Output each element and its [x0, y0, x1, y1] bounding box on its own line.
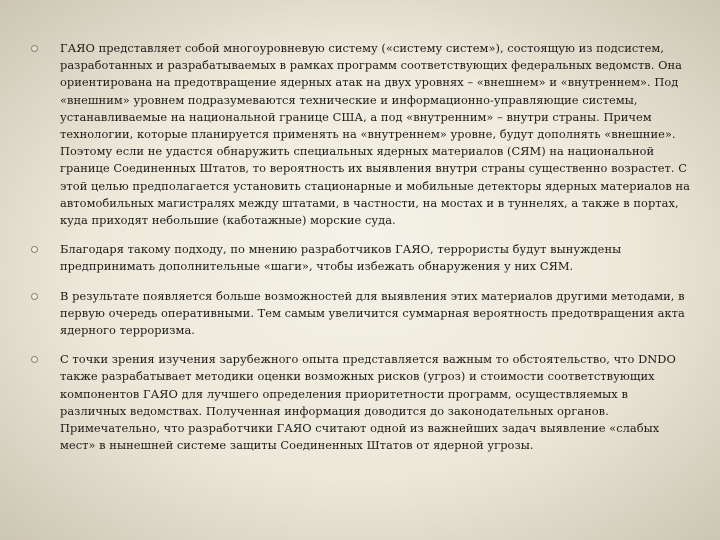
- bullet-list: [30, 40, 696, 466]
- bullet-item-3: [30, 288, 696, 340]
- bullet-item-4: [30, 351, 696, 454]
- paragraph-terrorist-steps: Благодаря такому подходу, по мнению разработчиков ГАЯО, террористы будут вынуждены предпринимать дополнительные «шаги», чтобы избежать обнаружения у них СЯМ.: [60, 242, 622, 274]
- bullet-item-1: [30, 40, 696, 229]
- paragraph-gayo-overview: ГАЯО представляет собой многоуровневую систему («систему систем»), состоящую из подсистем, разработанных и разрабатываемых в рамках программ соответствующих федеральных ведомств. Она ориентирована на предотвращение ядерных атак на двух уровнях – «внешнем» и «внутреннем». Под «внешним» уровнем подразумеваются технические и информационно-управляющие системы, устанавливаемые на национальной границе США, а под «внутренним» – внутри страны. Причем технологии, которые планируется применять на «внутреннем» уровне, будут дополнять «внешние». Поэтому если не удастся обнаружить специальных ядерных материалов (СЯМ) на национальной границе Соединенных Штатов, то вероятность их выявления внутри страны существенно возрастет. С этой целью предполагается установить стационарные и мобильные детекторы ядерных материалов на автомобильных магистралях между штатами, в частности, на мостах и в туннелях, а также в портах, куда приходят небольшие (каботажные) морские суда.: [60, 41, 690, 228]
- bullet-circle-icon: [31, 246, 38, 253]
- paragraph-detection-methods: В результате появляется больше возможностей для выявления этих материалов другими методами, в первую очередь оперативными. Тем самым увеличится суммарная вероятность предотвращения акта ядерного терроризма.: [60, 288, 685, 338]
- bullet-circle-icon: [31, 45, 38, 52]
- bullet-item-2: [30, 241, 696, 275]
- bullet-circle-icon: [31, 293, 38, 300]
- bullet-circle-icon: [31, 356, 38, 363]
- paragraph-dndo-risk-assessment: С точки зрения изучения зарубежного опыта представляется важным то обстоятельство, что DNDO также разрабатывает методики оценки возможных рисков (угроз) и стоимости соответствующих компонентов ГАЯО для лучшего определения приоритетности программ, осуществляемых в различных ведомствах. Полученная информация доводится до законодательных органов. Примечательно, что разработчики ГАЯО считают одной из важнейших задач выявление «слабых мест» в нынешней системе защиты Соединенных Штатов от ядерной угрозы.: [60, 352, 676, 453]
